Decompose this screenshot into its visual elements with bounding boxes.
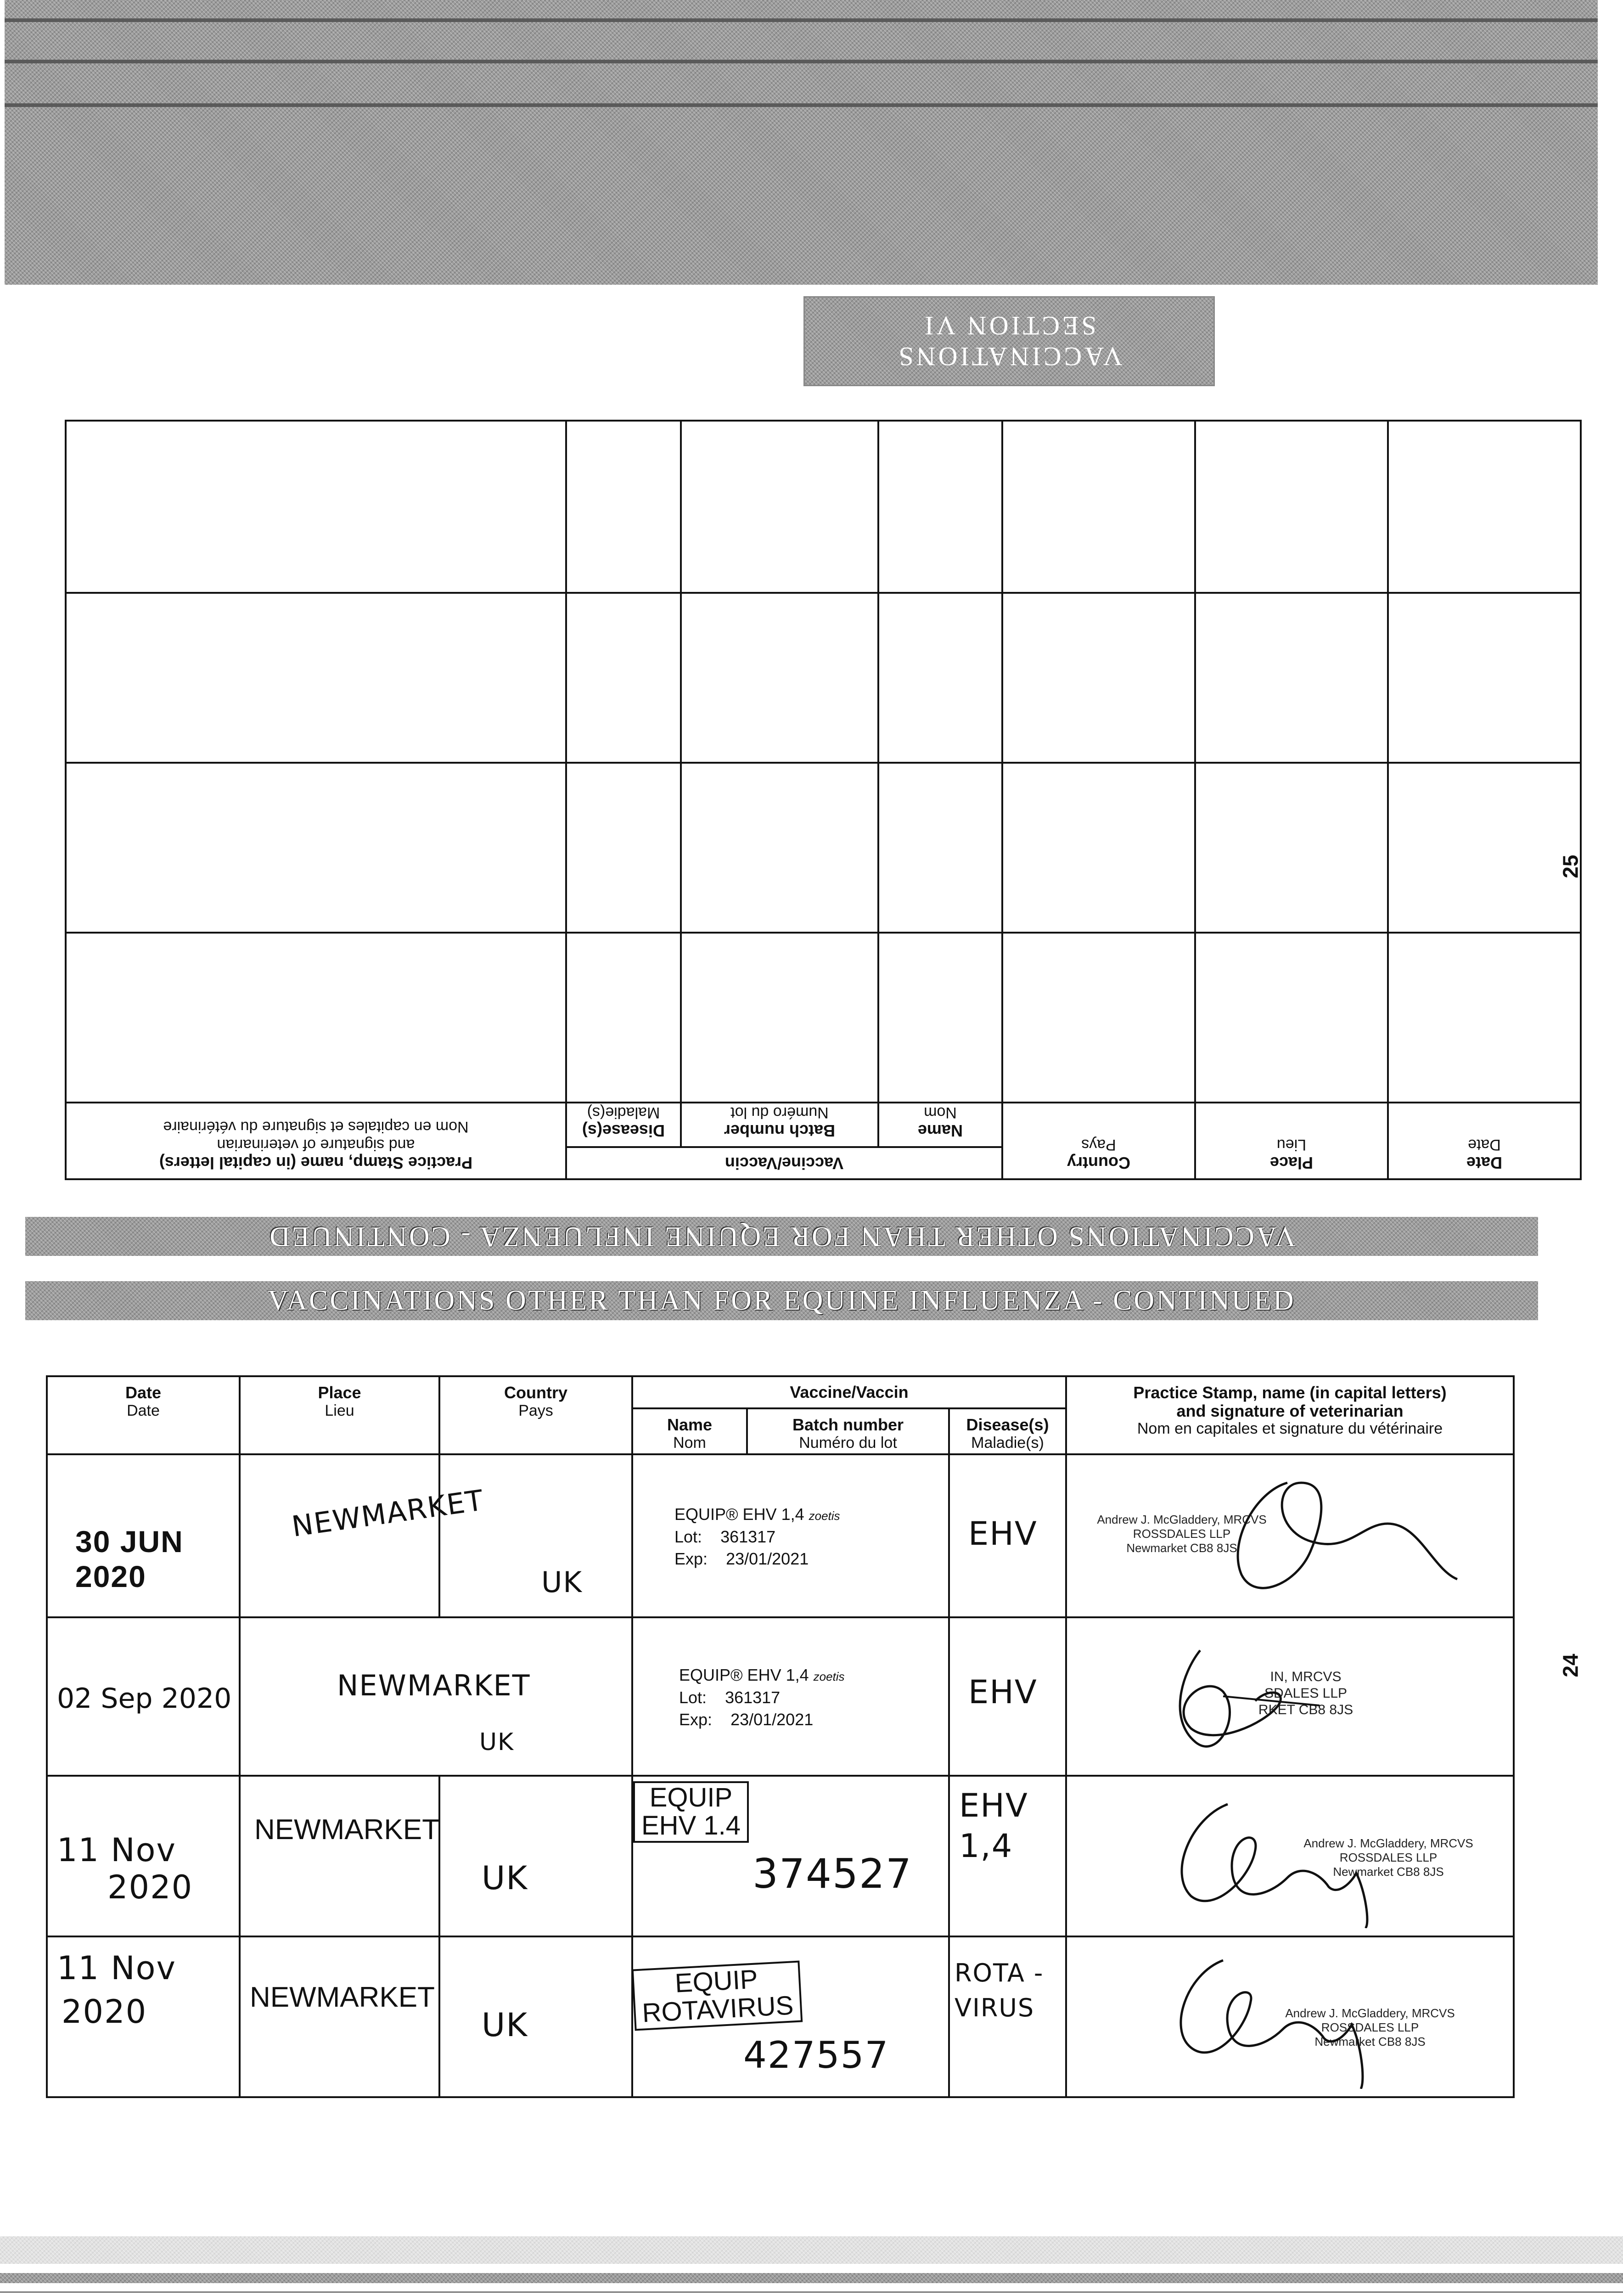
row1-date-cell bbox=[47, 1454, 240, 1617]
row2-lot-label: Lot: bbox=[679, 1688, 707, 1707]
row1-country: UK bbox=[541, 1565, 583, 1599]
bottom-line bbox=[0, 2291, 1623, 2293]
row1-lot-label: Lot: bbox=[674, 1527, 702, 1546]
header-practice-line2: and signature of veterinarian bbox=[217, 1136, 415, 1154]
row2-vaccine-label: EQUIP® EHV 1,4 bbox=[679, 1666, 809, 1684]
row1-disease: EHV bbox=[968, 1515, 1038, 1553]
header-practice-line1: Practice Stamp, name (in capital letters) bbox=[159, 1154, 473, 1172]
row1-practice-cell bbox=[1066, 1454, 1514, 1617]
header-practice-line2: and signature of veterinarian bbox=[1176, 1401, 1404, 1420]
upper-table-rotated bbox=[67, 422, 1582, 1180]
upper-blank-row bbox=[66, 593, 1581, 763]
row2-date-cell bbox=[47, 1617, 240, 1776]
upper-header-place bbox=[1195, 1103, 1388, 1179]
table-row bbox=[47, 1617, 1514, 1776]
header-date bbox=[47, 1376, 240, 1454]
header-name-fr: Nom bbox=[673, 1434, 706, 1452]
row1-exp-label: Exp: bbox=[674, 1549, 708, 1569]
header-place-en: Place bbox=[318, 1383, 361, 1402]
row1-stamp-line3: Newmarket CB8 8JS bbox=[1126, 1541, 1237, 1555]
row4-stamp-line1: Andrew J. McGladdery, MRCVS bbox=[1285, 2006, 1455, 2020]
upper-header-name bbox=[878, 1103, 1002, 1147]
row2-stamp-line3: RKET CB8 8JS bbox=[1258, 1702, 1353, 1717]
table-row bbox=[47, 1936, 1514, 2097]
upper-header-practice bbox=[66, 1103, 566, 1179]
row1-place: NEWMARKET bbox=[289, 1483, 486, 1543]
header-disease-en: Disease(s) bbox=[582, 1121, 665, 1140]
row3-signature-icon bbox=[1136, 1786, 1411, 1928]
table-row bbox=[47, 1776, 1514, 1936]
row3-country: UK bbox=[482, 1859, 528, 1897]
bottom-scan-band bbox=[0, 2273, 1623, 2283]
header-disease-en: Disease(s) bbox=[966, 1415, 1049, 1434]
section-label-line2: SECTION VI bbox=[922, 311, 1096, 341]
row2-place-cell bbox=[240, 1617, 632, 1776]
row3-disease-line2: 1,4 bbox=[959, 1827, 1013, 1865]
upper-blank-row bbox=[66, 763, 1581, 933]
row1-disease-cell bbox=[949, 1454, 1066, 1617]
upper-blank-row bbox=[66, 421, 1581, 593]
header-name-en: Name bbox=[917, 1121, 963, 1140]
row3-date bbox=[57, 1832, 193, 1906]
row4-signature-icon bbox=[1136, 1942, 1411, 2089]
header-batch-en: Batch number bbox=[792, 1415, 904, 1434]
row3-stamp-line3: Newmarket CB8 8JS bbox=[1333, 1865, 1444, 1879]
band-stripe bbox=[5, 18, 1598, 22]
header-country-en: Country bbox=[1067, 1154, 1130, 1172]
row4-date bbox=[57, 1947, 176, 2033]
row2-exp-label: Exp: bbox=[679, 1710, 713, 1729]
row2-lot: 361317 bbox=[725, 1688, 781, 1707]
row4-disease-line2: VIRUS bbox=[955, 1993, 1035, 2022]
header-place-fr: Lieu bbox=[325, 1401, 354, 1419]
upper-header-vaccine: Vaccine/Vaccin bbox=[566, 1147, 1002, 1179]
header-country-fr: Pays bbox=[518, 1401, 553, 1419]
header-batch bbox=[747, 1408, 949, 1454]
row3-country-cell bbox=[439, 1776, 632, 1936]
banner-upside-down: VACCINATIONS OTHER THAN FOR EQUINE INFLUENZA - CONTINUED bbox=[25, 1217, 1538, 1256]
row3-disease bbox=[959, 1786, 1028, 1866]
row3-practice-cell bbox=[1066, 1776, 1514, 1936]
header-practice-line3: Nom en capitales et signature du vétérinaire bbox=[163, 1118, 469, 1136]
row4-stamp-line2: ROSSDALES LLP bbox=[1321, 2020, 1419, 2035]
header-name-en: Name bbox=[667, 1415, 713, 1434]
header-date-en: Date bbox=[125, 1383, 162, 1402]
upper-header-country bbox=[1002, 1103, 1195, 1179]
row2-stamp-line1: IN, MRCVS bbox=[1270, 1669, 1342, 1684]
row4-place: NEWMARKET bbox=[250, 1981, 435, 2013]
row3-name-line1: EQUIP bbox=[649, 1783, 733, 1812]
row2-stamp-line2: SDALES LLP bbox=[1264, 1686, 1348, 1701]
row3-date-line2: 2020 bbox=[107, 1868, 193, 1906]
header-place-fr: Lieu bbox=[1276, 1136, 1307, 1154]
row2-vaccine-cell bbox=[632, 1617, 949, 1776]
header-country-fr: Pays bbox=[1081, 1136, 1116, 1154]
row4-disease bbox=[955, 1956, 1044, 2025]
header-practice-line1: Practice Stamp, name (in capital letters) bbox=[1133, 1383, 1447, 1402]
row3-name-stamp bbox=[633, 1781, 749, 1843]
row2-date: 02 Sep 2020 bbox=[57, 1683, 232, 1715]
row3-name-line2: EHV 1.4 bbox=[641, 1810, 741, 1840]
band-stripe bbox=[5, 60, 1598, 63]
header-name bbox=[632, 1408, 747, 1454]
row4-name-line2: ROTAVIRUS bbox=[641, 1990, 794, 2028]
section-label bbox=[803, 296, 1215, 386]
row3-date-line1: 11 Nov bbox=[57, 1831, 176, 1869]
header-name-fr: Nom bbox=[924, 1104, 957, 1122]
row4-name-line1: EQUIP bbox=[674, 1964, 759, 1998]
header-place-en: Place bbox=[1269, 1154, 1314, 1172]
upper-header-date bbox=[1388, 1103, 1581, 1179]
row2-practice-cell bbox=[1066, 1617, 1514, 1776]
row3-stamp-line1: Andrew J. McGladdery, MRCVS bbox=[1303, 1836, 1473, 1850]
row4-stamp-line3: Newmarket CB8 8JS bbox=[1314, 2035, 1426, 2049]
row1-date: 30 JUN 2020 bbox=[75, 1525, 184, 1593]
header-batch-fr: Numéro du lot bbox=[730, 1104, 829, 1122]
row4-batch: 427557 bbox=[743, 2034, 889, 2077]
row3-date-cell bbox=[47, 1776, 240, 1936]
header-date-fr: Date bbox=[1468, 1136, 1501, 1154]
row2-vaccine-sticker bbox=[679, 1664, 845, 1731]
row1-country-cell bbox=[439, 1454, 632, 1617]
header-vaccine-group: Vaccine/Vaccin bbox=[632, 1376, 1066, 1408]
page-number-lower: 24 bbox=[1558, 1654, 1583, 1677]
row1-vaccine-sticker bbox=[674, 1503, 840, 1570]
row1-place-cell bbox=[240, 1454, 486, 1617]
vaccination-table bbox=[46, 1375, 1515, 2098]
row3-stamp-line2: ROSSDALES LLP bbox=[1339, 1851, 1438, 1865]
row4-disease-cell bbox=[949, 1936, 1066, 2097]
row1-vaccine-cell bbox=[632, 1454, 949, 1617]
row1-stamp-line1: Andrew J. McGladdery, MRCVS bbox=[1097, 1513, 1267, 1526]
row3-disease-cell bbox=[949, 1776, 1066, 1936]
row4-date-line1: 11 Nov bbox=[57, 1949, 176, 1987]
upper-header-batch bbox=[681, 1103, 878, 1147]
band-stripe bbox=[5, 103, 1598, 107]
upper-blank-table bbox=[65, 420, 1582, 1180]
row3-place: NEWMARKET bbox=[254, 1814, 439, 1846]
row1-brand: zoetis bbox=[809, 1509, 840, 1523]
header-date-en: Date bbox=[1466, 1154, 1503, 1172]
header-date-fr: Date bbox=[127, 1401, 160, 1419]
row1-lot: 361317 bbox=[720, 1527, 776, 1546]
header-practice-line3: Nom en capitales et signature du vétérinaire bbox=[1137, 1420, 1443, 1438]
row2-disease-cell bbox=[949, 1617, 1066, 1776]
row2-country: UK bbox=[479, 1728, 515, 1756]
row2-exp: 23/01/2021 bbox=[730, 1710, 814, 1729]
row1-stamp-line2: ROSSDALES LLP bbox=[1133, 1527, 1231, 1541]
row2-signature-icon bbox=[1127, 1637, 1338, 1765]
row3-vaccine-cell bbox=[632, 1776, 949, 1936]
header-place bbox=[240, 1376, 439, 1454]
header-practice bbox=[1066, 1376, 1514, 1454]
row2-disease: EHV bbox=[968, 1673, 1038, 1711]
row4-place-cell bbox=[240, 1936, 439, 2097]
row1-exp: 23/01/2021 bbox=[726, 1549, 809, 1569]
row4-vaccine-cell bbox=[632, 1936, 949, 2097]
row4-date-line2: 2020 bbox=[62, 1992, 147, 2031]
header-batch-en: Batch number bbox=[724, 1121, 836, 1140]
table-row bbox=[47, 1454, 1514, 1617]
page-number-upper: 25 bbox=[1558, 855, 1583, 878]
header-country bbox=[439, 1376, 632, 1454]
row4-disease-line1: ROTA - bbox=[955, 1958, 1044, 1987]
section-label-line1: VACCINATIONS bbox=[896, 342, 1123, 371]
row4-practice-cell bbox=[1066, 1936, 1514, 2097]
row3-disease-line1: EHV bbox=[959, 1787, 1028, 1824]
row1-signature-icon bbox=[1136, 1464, 1485, 1611]
header-country-en: Country bbox=[504, 1383, 567, 1402]
banner-title: VACCINATIONS OTHER THAN FOR EQUINE INFLUENZA - CONTINUED bbox=[25, 1281, 1538, 1320]
header-batch-fr: Numéro du lot bbox=[799, 1434, 897, 1452]
row3-place-cell bbox=[240, 1776, 439, 1936]
header-disease-fr: Maladie(s) bbox=[587, 1104, 660, 1122]
row4-country-cell bbox=[439, 1936, 632, 2097]
bottom-scan-noise bbox=[0, 2236, 1623, 2264]
header-disease bbox=[949, 1408, 1066, 1454]
top-scan-band bbox=[5, 0, 1598, 285]
row1-vaccine-label: EQUIP® EHV 1,4 bbox=[674, 1505, 804, 1524]
row2-brand: zoetis bbox=[813, 1670, 845, 1683]
upper-header-disease bbox=[566, 1103, 681, 1147]
upper-blank-row bbox=[66, 933, 1581, 1103]
row3-batch: 374527 bbox=[753, 1850, 912, 1897]
header-disease-fr: Maladie(s) bbox=[971, 1434, 1044, 1452]
row4-name-stamp bbox=[632, 1961, 803, 2031]
row4-country: UK bbox=[482, 2006, 528, 2044]
row2-place: NEWMARKET bbox=[337, 1669, 531, 1702]
row4-date-cell bbox=[47, 1936, 240, 2097]
